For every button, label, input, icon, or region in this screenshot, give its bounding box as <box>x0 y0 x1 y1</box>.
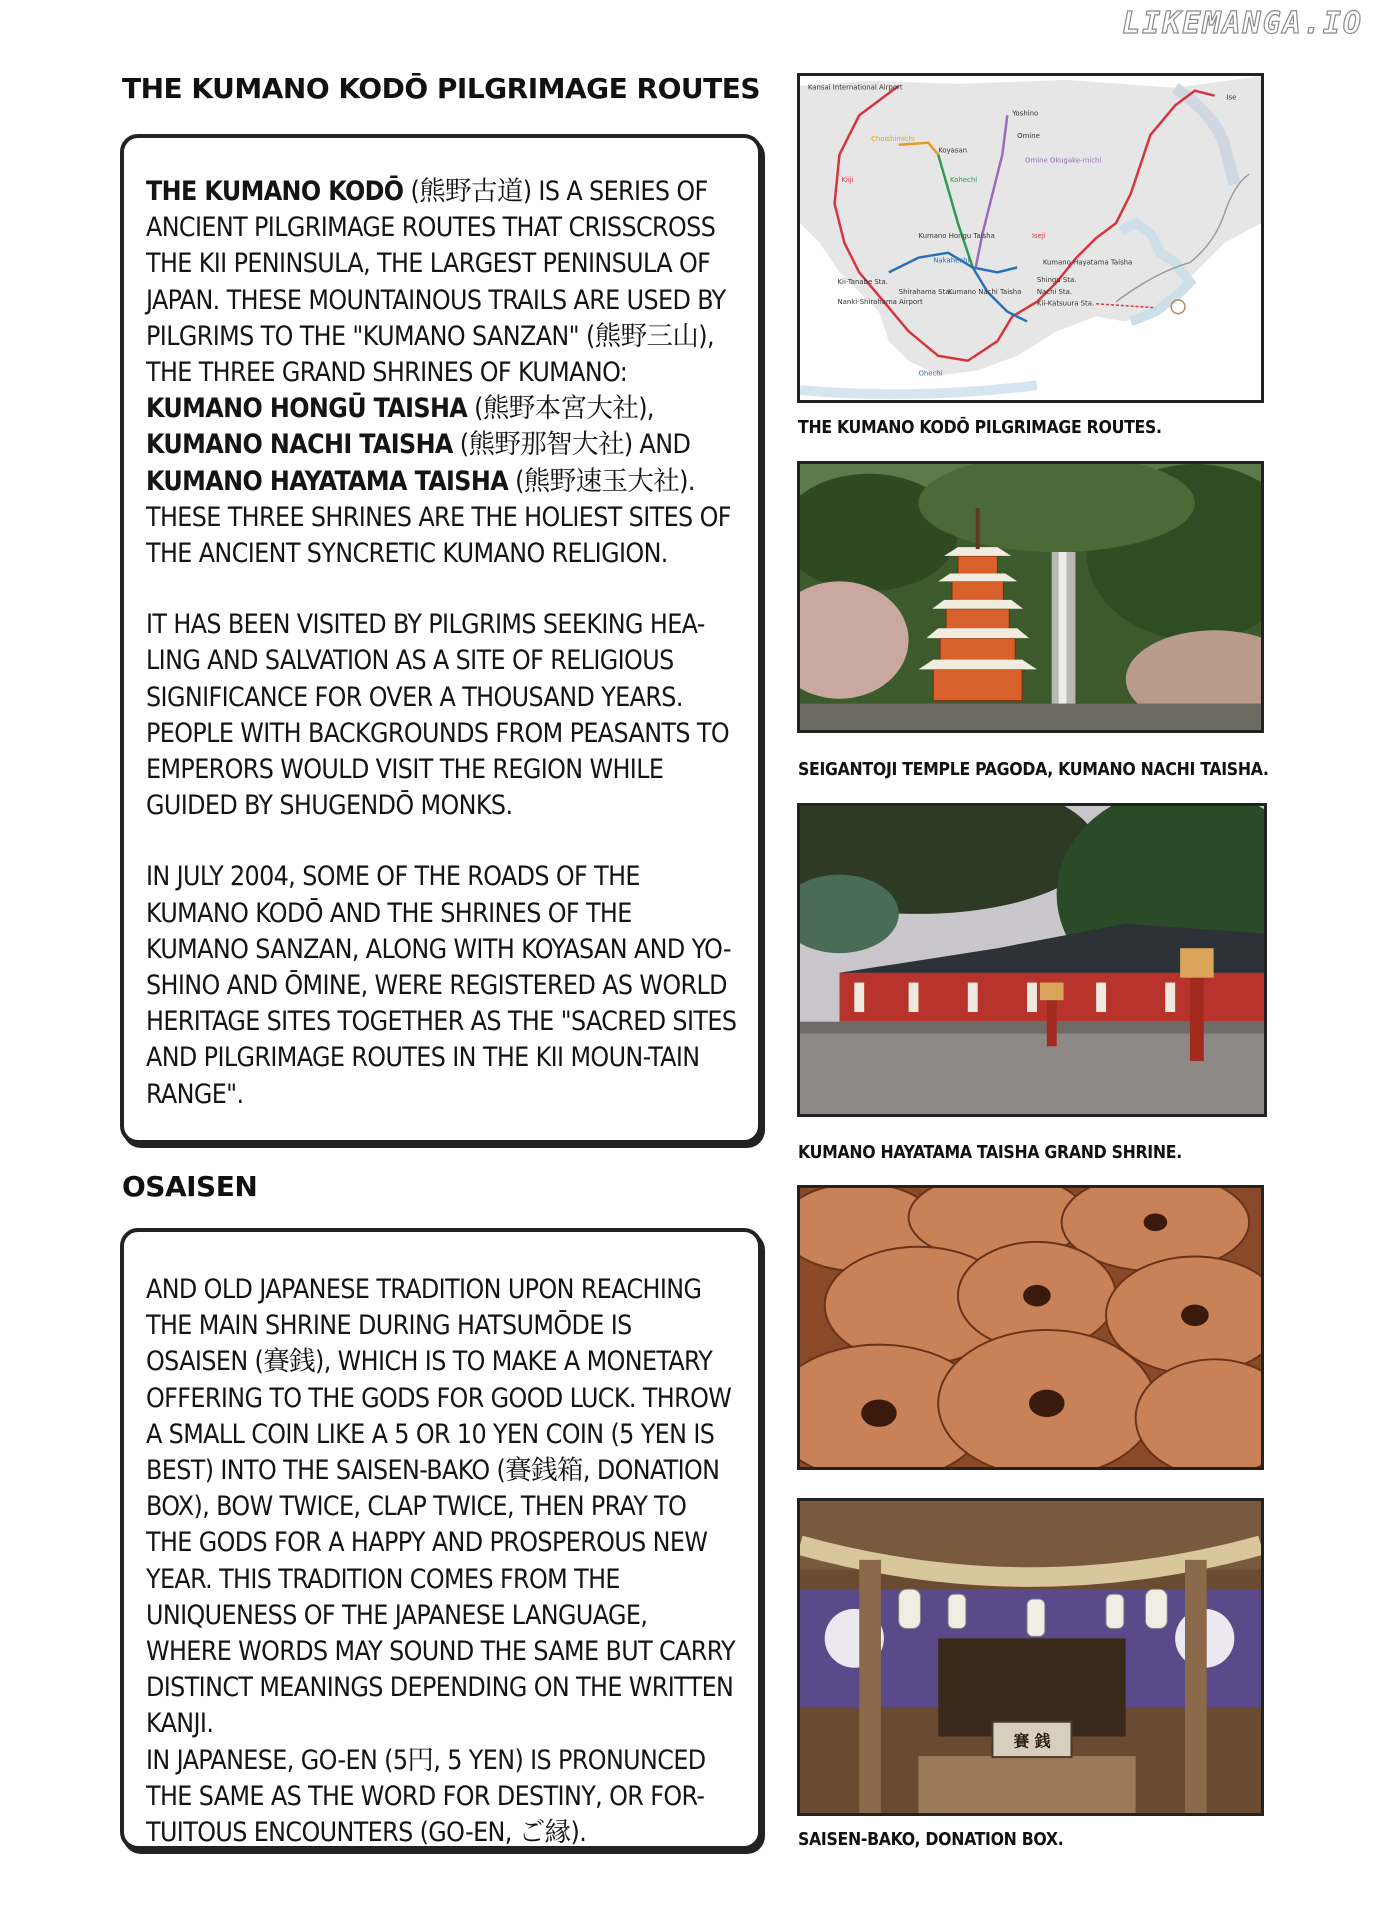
kumano-paragraph-3: IN JULY 2004, SOME OF THE ROADS OF THE KUMANO KODŌ AND THE SHRINES OF THE KUMANO SANZAN, ALONG WITH KOYASAN AND YO-SHINO AND ŌMINE, WERE REGISTERED AS WORLD HERITAGE SITES TOGETHER AS THE "SACRED SITES AND PILGRIMAGE ROUTES IN THE KII MOUN-TAIN RANGE". <box>146 861 737 1110</box>
caption-box: SAISEN-BAKO, DONATION BOX. <box>798 1830 1064 1850</box>
term-nachi: KUMANO NACHI TAISHA <box>146 429 453 461</box>
label-katsuura: Kii-Katsuura Sta. <box>1036 299 1095 308</box>
term-hongu: KUMANO HONGŪ TAISHA <box>146 393 468 425</box>
kumano-text-c: (熊野那智大社) AND <box>452 429 691 461</box>
caption-pagoda: SEIGANTOJI TEMPLE PAGODA, KUMANO NACHI TAISHA. <box>798 760 1269 780</box>
label-hongu: Kumano Hongu Taisha <box>918 232 995 240</box>
coins-image <box>800 1188 1261 1467</box>
label-airport-top: Kansai International Airport <box>807 83 903 92</box>
label-hayatama: Kumano Hayatama Taisha <box>1042 258 1133 267</box>
kumano-paragraph-2: IT HAS BEEN VISITED BY PILGRIMS SEEKING HEA-LING AND SALVATION AS A SITE OF RELIGIOUS SIGNIFICANCE FOR OVER A THOUSAND YEARS. PEOPLE WITH BACKGROUNDS FROM PEASANTS TO EMPERORS WOULD VISIT THE REGION WHILE GUIDED BY SHUGENDŌ MONKS. <box>146 609 730 822</box>
box-sign: 賽 銭 <box>1013 1731 1051 1751</box>
kumano-text-box <box>120 134 762 1144</box>
term-kumano-kodo: THE KUMANO KODŌ <box>146 176 404 207</box>
label-ise: Ise <box>1226 93 1237 102</box>
caption-map: THE KUMANO KODŌ PILGRIMAGE ROUTES. <box>798 418 1162 438</box>
kumano-text-b: (熊野本宮大社), <box>467 393 654 425</box>
photo-saisen-bako <box>797 1498 1264 1816</box>
label-kohechi: Kohechi <box>950 176 978 185</box>
label-nakahechi: Nakahechi <box>933 256 970 265</box>
kumano-paragraph-1 <box>146 174 738 572</box>
photo-coins <box>797 1185 1264 1470</box>
kumano-text-a: (熊野古道) IS A SERIES OF ANCIENT PILGRIMAGE ROUTES THAT CRISSCROSS THE KII PENINSULA, THE LARGEST PENINSULA OF JAPAN. THESE MOUNTAINOUS TRAILS ARE USED BY PILGRIMS TO THE "KUMANO SANZAN" (熊野三山), THE THREE GRAND SHRINES OF KUMANO: <box>146 176 726 389</box>
label-kii-tanabe: Kii-Tanabe Sta. <box>837 278 888 287</box>
label-koyasan: Koyasan <box>938 146 968 155</box>
label-nachi-sta: Nachi Sta. <box>1036 287 1073 296</box>
photo-pagoda <box>797 461 1264 733</box>
label-nachi-taisha: Kumano Nachi Taisha <box>948 287 1022 296</box>
label-iseji: Iseji <box>1031 232 1046 240</box>
shrine-image <box>800 806 1264 1114</box>
label-omine: Omine <box>1017 131 1040 140</box>
label-choishimichi: Choishimichi <box>871 134 915 143</box>
caption-shrine: KUMANO HAYATAMA TAISHA GRAND SHRINE. <box>798 1143 1182 1163</box>
pagoda-image <box>800 464 1261 730</box>
label-kiiji: Kiiji <box>841 176 854 185</box>
osaisen-paragraph-2: IN JAPANESE, GO-EN (5円, 5 YEN) IS PRONUNCED THE SAME AS THE WORD FOR DESTINY, OR FOR-TUITOUS ENCOUNTERS (GO-EN, ご縁). <box>146 1744 706 1849</box>
kumano-text-d: (熊野速玉大社). THESE THREE SHRINES ARE THE HOLIEST SITES OF THE ANCIENT SYNCRETIC KUMANO RELIGION. <box>146 465 731 570</box>
photo-hayatama-shrine <box>797 803 1267 1117</box>
saisen-bako-image <box>800 1501 1261 1813</box>
watermark: LIKEMANGA.IO <box>1122 6 1363 41</box>
label-omine-route: Omine Okugake-michi <box>1025 156 1102 165</box>
section-title-osaisen: OSAISEN <box>122 1170 258 1203</box>
term-hayatama: KUMANO HAYATAMA TAISHA <box>146 465 509 497</box>
pilgrimage-map <box>797 73 1264 403</box>
label-yoshino: Yoshino <box>1012 109 1039 118</box>
section-title-kumano: THE KUMANO KODŌ PILGRIMAGE ROUTES <box>122 72 761 105</box>
map-illustration <box>800 76 1261 400</box>
label-shirahama: Shirahama Sta. <box>898 287 952 296</box>
label-shingu: Shingu Sta. <box>1036 276 1077 285</box>
label-nanki-airport: Nanki-Shirahama Airport <box>837 297 923 306</box>
osaisen-paragraph-1: AND OLD JAPANESE TRADITION UPON REACHING THE MAIN SHRINE DURING HATSUMŌDE IS OSAISEN (賽銭), WHICH IS TO MAKE A MONETARY OFFERING TO THE GODS FOR GOOD LUCK. THROW A SMALL COIN LIKE A 5 OR 10 YEN COIN (5 YEN IS BEST) INTO THE SAISEN-BAKO (賽銭箱, DONATION BOX), BOW TWICE, CLAP TWICE, THEN PRAY TO THE GODS FOR A HAPPY AND PROSPEROUS NEW YEAR. THIS TRADITION COMES FROM THE UNIQUENESS OF THE JAPANESE LANGUAGE, WHERE WORDS MAY SOUND THE SAME BUT CARRY DISTINCT MEANINGS DEPENDING ON THE WRITTEN KANJI. <box>146 1274 735 1740</box>
osaisen-text-box <box>120 1228 762 1850</box>
label-ohechi: Ohechi <box>918 369 943 378</box>
